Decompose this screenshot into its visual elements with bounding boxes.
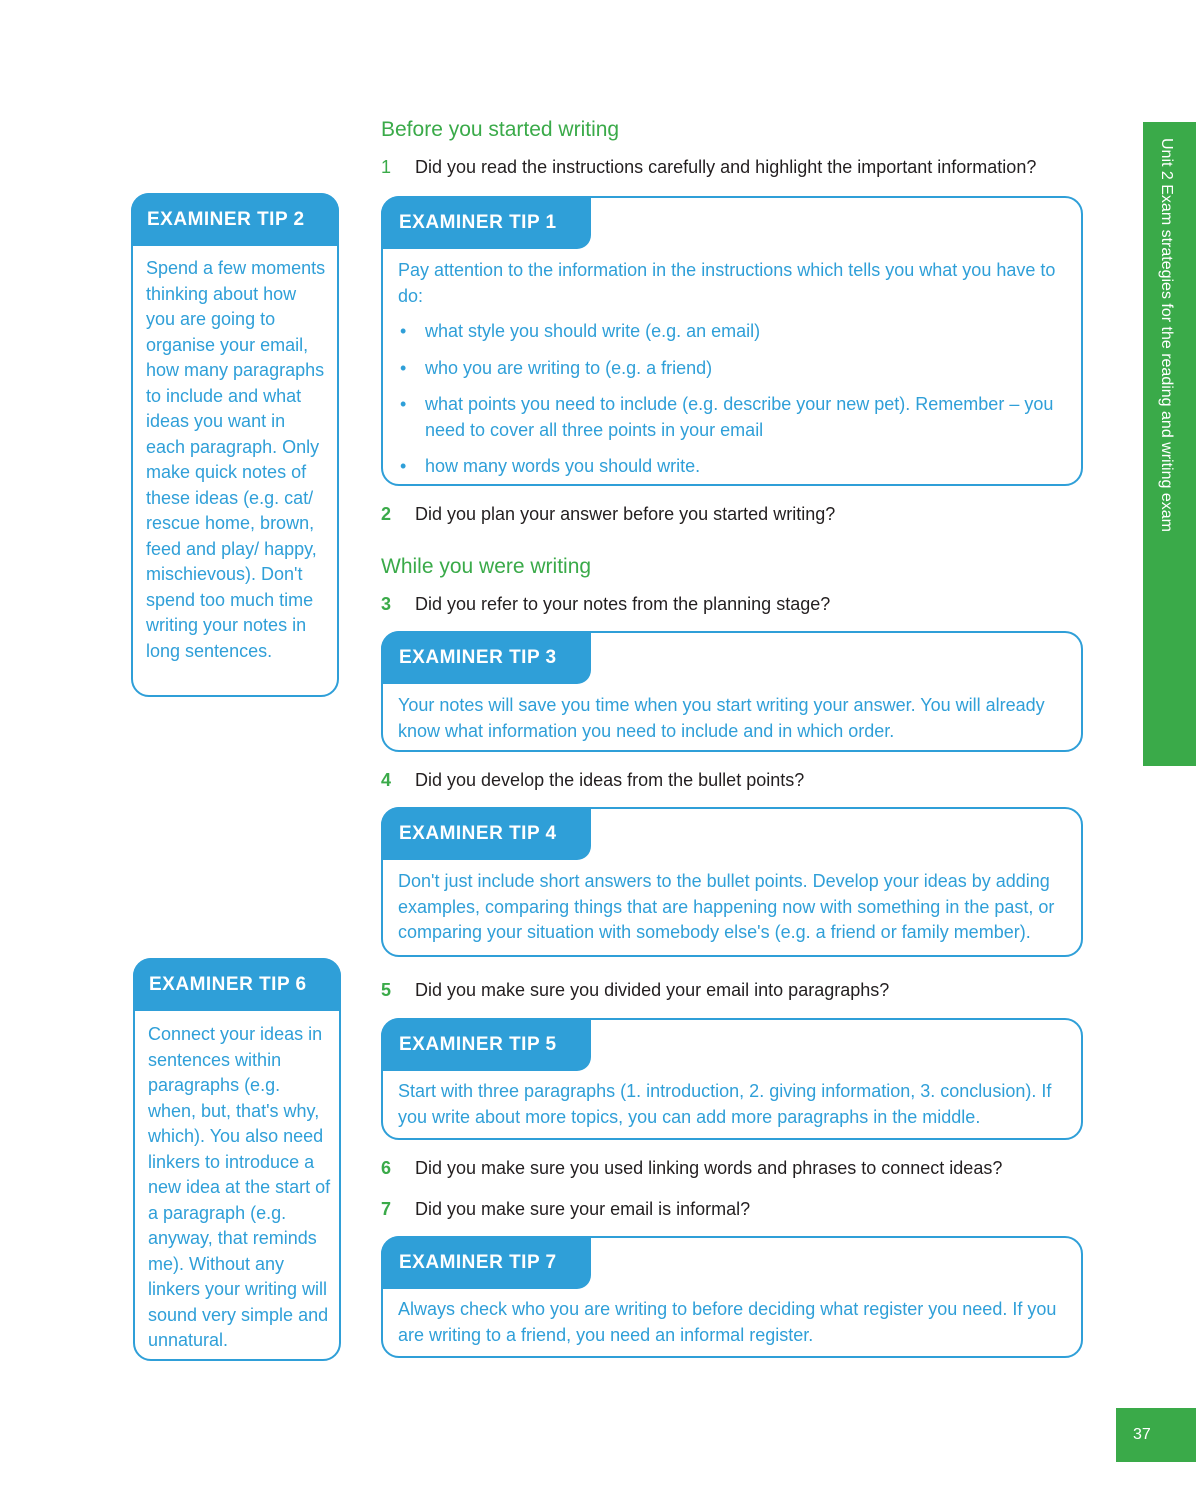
unit-sidebar-strip (1143, 122, 1196, 766)
examiner-tip-3-box (381, 631, 1083, 752)
question-7 (381, 1199, 1081, 1220)
question-5 (381, 980, 1081, 1001)
question-text: Did you make sure you divided your email into paragraphs? (415, 980, 890, 1000)
examiner-tip-7-label: EXAMINER TIP 7 (381, 1236, 591, 1289)
examiner-tip-5-box (381, 1018, 1083, 1140)
question-number: 6 (381, 1158, 392, 1178)
examiner-tip-3-text: Your notes will save you time when you start writing your answer. You will already know what information you need to include and in which order. (398, 695, 1045, 741)
unit-title: Unit 2 Exam strategies for the reading and writing exam (1158, 138, 1175, 532)
examiner-tip-1-text (398, 258, 1069, 491)
question-number: 3 (381, 594, 392, 614)
examiner-tip-6-box (133, 958, 341, 1361)
examiner-tip-7-box (381, 1236, 1083, 1358)
question-text: Did you make sure you used linking words and phrases to connect ideas? (415, 1158, 1003, 1178)
examiner-tip-4-box (381, 807, 1083, 957)
question-3 (381, 594, 1081, 615)
page-number: 37 (1116, 1408, 1196, 1462)
question-number: 4 (381, 770, 392, 790)
list-item: • who you are writing to (e.g. a friend) (398, 356, 1069, 382)
question-number: 5 (381, 980, 392, 1000)
examiner-tip-2-text: Spend a few moments thinking about how you are going to organise your email, how many paragraphs to include and what ideas you want in each paragraph. Only make quick notes of these ideas (e.g. cat/ rescue home, brown, feed and play/ happy, mischievous). Don't spend too much time writing your notes in long sentences. (146, 258, 326, 661)
examiner-tip-6-text: Connect your ideas in sentences within paragraphs (e.g. when, but, that's why, which). You also need linkers to introduce a new idea at the start of a paragraph (e.g. anyway, that reminds me). Without any linkers your writing will sound very simple and unnatural. (148, 1024, 331, 1350)
examiner-tip-3-label: EXAMINER TIP 3 (381, 631, 591, 684)
question-number: 2 (381, 504, 392, 524)
question-text: Did you develop the ideas from the bullet points? (415, 770, 805, 790)
section-heading-before: Before you started writing (381, 118, 620, 141)
examiner-tip-6-label: EXAMINER TIP 6 (133, 958, 341, 1011)
question-number: 1 (381, 157, 392, 177)
examiner-tip-4-label: EXAMINER TIP 4 (381, 807, 591, 860)
tip-bullet-list (398, 319, 1069, 480)
question-4 (381, 770, 1081, 791)
question-1 (381, 157, 1081, 178)
question-6 (381, 1158, 1081, 1179)
examiner-tip-1-label: EXAMINER TIP 1 (381, 196, 591, 249)
section-heading-while: While you were writing (381, 555, 592, 578)
examiner-tip-2-box (131, 193, 339, 697)
question-text: Did you plan your answer before you started writing? (415, 504, 836, 524)
list-item: • how many words you should write. (398, 454, 1069, 480)
examiner-tip-5-text: Start with three paragraphs (1. introduction, 2. giving information, 3. conclusion). If you write about more topics, you can add more paragraphs in the middle. (398, 1081, 1052, 1127)
question-2 (381, 504, 1081, 525)
examiner-tip-1-box (381, 196, 1083, 486)
question-text: Did you read the instructions carefully and highlight the important information? (415, 157, 1037, 177)
list-item: • what style you should write (e.g. an email) (398, 319, 1069, 345)
examiner-tip-4-text: Don't just include short answers to the bullet points. Develop your ideas by adding examples, comparing things that are happening now with something in the past, or comparing your situation with somebody else's (e.g. a friend or family member). (398, 871, 1055, 942)
list-item: • what points you need to include (e.g. describe your new pet). Remember – you need to cover all three points in your email (398, 392, 1069, 443)
tip-intro: Pay attention to the information in the instructions which tells you what you have to do: (398, 260, 1056, 306)
examiner-tip-7-text: Always check who you are writing to before deciding what register you need. If you are writing to a friend, you need an informal register. (398, 1299, 1057, 1345)
examiner-tip-2-label: EXAMINER TIP 2 (131, 193, 339, 246)
question-number: 7 (381, 1199, 392, 1219)
question-text: Did you make sure your email is informal? (415, 1199, 751, 1219)
question-text: Did you refer to your notes from the planning stage? (415, 594, 831, 614)
examiner-tip-5-label: EXAMINER TIP 5 (381, 1018, 591, 1071)
